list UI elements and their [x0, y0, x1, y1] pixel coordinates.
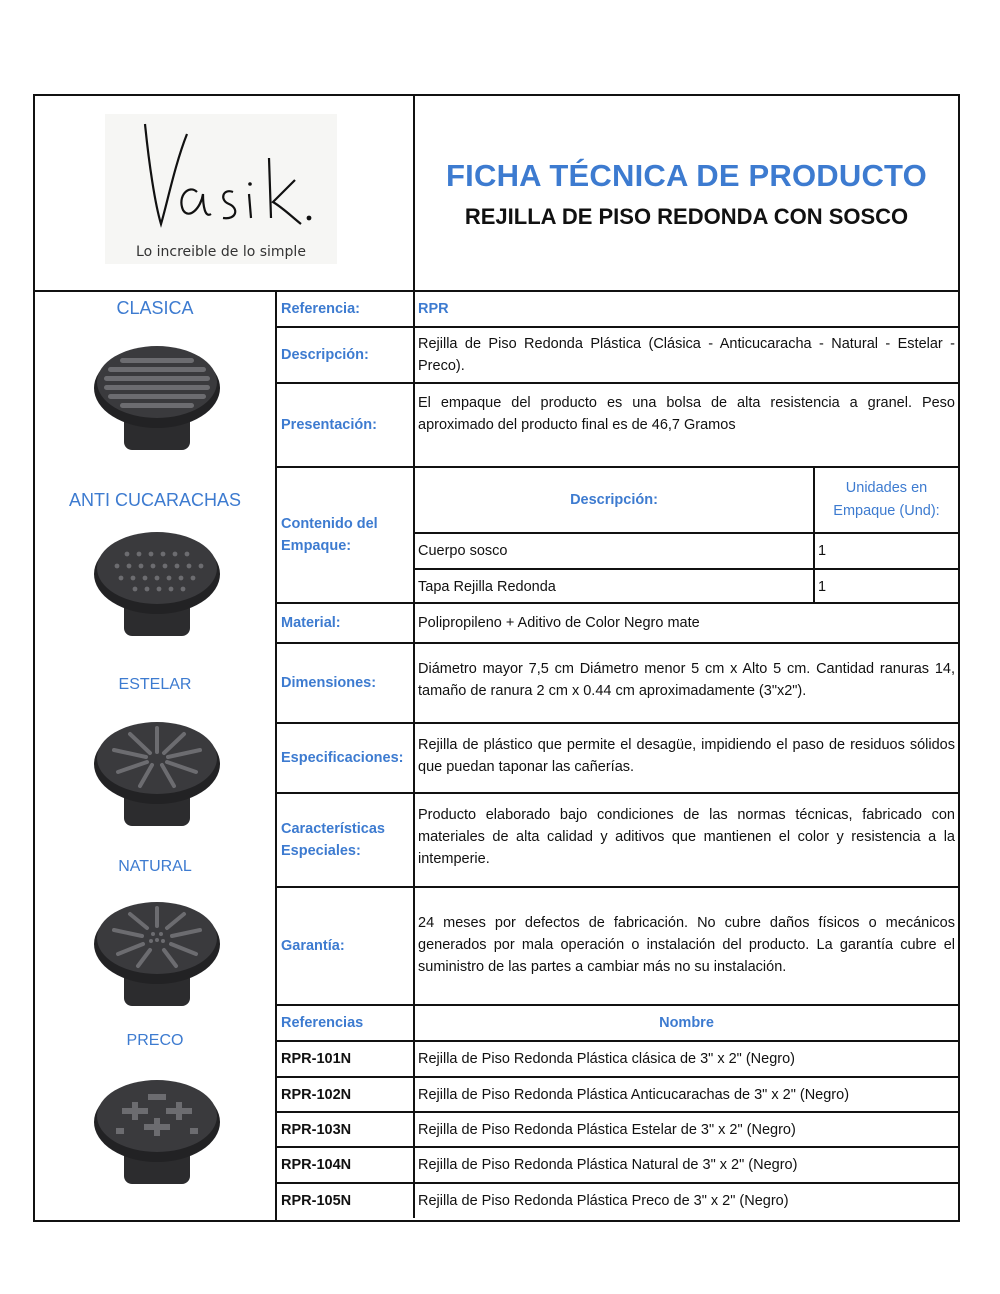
product-label-clasica: CLASICA — [116, 298, 194, 318]
row-referencia — [277, 292, 958, 328]
row-material — [277, 604, 958, 644]
reference-code: RPR-102N — [277, 1078, 415, 1111]
grate-dots-icon — [92, 524, 222, 644]
value-referencia: RPR — [418, 301, 449, 317]
value-material: Polipropileno + Aditivo de Color Negro mate — [418, 615, 700, 631]
row-garantia — [277, 888, 958, 1006]
value-descripcion: Rejilla de Piso Redonda Plástica (Clásica - Anticucaracha - Natural - Estelar - Preco). — [418, 336, 955, 374]
spec-table — [277, 292, 958, 1220]
reference-row — [277, 1042, 958, 1078]
grate-flower-icon — [92, 894, 222, 1014]
row-especificaciones — [277, 724, 958, 794]
label-presentacion: Presentación: — [277, 384, 415, 466]
brand-logo — [105, 114, 337, 264]
contenido-row-desc: Tapa Rejilla Redonda — [415, 570, 815, 604]
label-material: Material: — [277, 604, 415, 642]
value-caracteristicas: Producto elaborado bajo condiciones de las normas técnicas, fabricado con materiales de alta calidad y aditivos que mantienen el color y resistencia a la intemperie. — [418, 807, 955, 867]
vasik-logo-mark — [105, 114, 337, 244]
label-contenido: Contenido del Empaque: — [277, 468, 415, 602]
product-image-column — [35, 292, 277, 1220]
contenido-table — [415, 468, 958, 602]
label-dimensiones: Dimensiones: — [277, 644, 415, 722]
reference-row — [277, 1148, 958, 1184]
contenido-row-units: 1 — [818, 543, 827, 559]
contenido-row — [415, 570, 958, 604]
row-descripcion — [277, 328, 958, 384]
grate-star-icon — [92, 714, 222, 834]
references-header-ref: Referencias — [277, 1006, 415, 1040]
title-cell — [415, 96, 958, 292]
value-garantia: 24 meses por defectos de fabricación. No cubre daños físicos o mecánicos generados por mala operación o instalación del producto. La garantía cubre el suministro de las partes a cambiar más no su instalación. — [418, 915, 955, 975]
product-label-estelar: ESTELAR — [118, 676, 192, 693]
logo-cell — [35, 96, 415, 292]
reference-name: Rejilla de Piso Redonda Plástica Estelar de 3" x 2" (Negro) — [418, 1121, 796, 1138]
value-especificaciones: Rejilla de plástico que permite el desagüe, impidiendo el paso de residuos sólidos que puedan taponar las cañerías. — [418, 737, 955, 775]
reference-name: Rejilla de Piso Redonda Plástica Natural de 3" x 2" (Negro) — [418, 1157, 798, 1173]
reference-name: Rejilla de Piso Redonda Plástica Preco de 3" x 2" (Negro) — [418, 1193, 789, 1209]
value-dimensiones: Diámetro mayor 7,5 cm Diámetro menor 5 cm x Alto 5 cm. Cantidad ranuras 14, tamaño de ranura 2 cm x 0.44 cm aproximadamente (3"x2"). — [418, 661, 955, 699]
references-header-row — [277, 1006, 958, 1042]
reference-row — [277, 1184, 958, 1218]
reference-code: RPR-101N — [277, 1042, 415, 1076]
reference-code: RPR-103N — [277, 1113, 415, 1146]
page-title: FICHA TÉCNICA DE PRODUCTO — [446, 158, 927, 193]
reference-row — [277, 1078, 958, 1113]
technical-sheet — [33, 94, 960, 1222]
reference-name: Rejilla de Piso Redonda Plástica Anticucarachas de 3" x 2" (Negro) — [418, 1086, 850, 1103]
grate-cross-icon — [92, 1072, 222, 1192]
label-caracteristicas: Características Especiales: — [277, 794, 415, 886]
reference-code: RPR-105N — [277, 1184, 415, 1218]
reference-code: RPR-104N — [277, 1148, 415, 1182]
label-referencia: Referencia: — [277, 292, 415, 326]
row-contenido — [277, 468, 958, 604]
contenido-row — [415, 534, 958, 570]
label-especificaciones: Especificaciones: — [277, 724, 415, 792]
value-presentacion: El empaque del producto es una bolsa de alta resistencia a granel. Peso aproximado del producto final es de 46,7 Gramos — [418, 395, 955, 433]
label-garantia: Garantía: — [277, 888, 415, 1004]
label-descripcion: Descripción: — [277, 328, 415, 382]
product-label-preco: PRECO — [126, 1032, 184, 1049]
row-dimensiones — [277, 644, 958, 724]
row-presentacion — [277, 384, 958, 468]
reference-row — [277, 1113, 958, 1148]
contenido-row-units: 1 — [818, 579, 827, 595]
product-label-anti-cucarachas: ANTI CUCARACHAS — [68, 490, 242, 510]
reference-name: Rejilla de Piso Redonda Plástica clásica de 3" x 2" (Negro) — [418, 1051, 796, 1067]
page-subtitle: REJILLA DE PISO REDONDA CON SOSCO — [464, 204, 909, 229]
contenido-row-desc: Cuerpo sosco — [415, 534, 815, 568]
contenido-header-row — [415, 468, 958, 534]
references-header-name: Nombre — [659, 1015, 714, 1031]
row-caracteristicas — [277, 794, 958, 888]
logo-tagline: Lo increible de lo simple — [136, 244, 306, 260]
contenido-header-desc: Descripción: — [415, 468, 815, 532]
contenido-header-units: Unidades en Empaque (Und): — [833, 480, 940, 519]
product-label-natural: NATURAL — [118, 858, 192, 875]
grate-slots-icon — [92, 338, 222, 458]
